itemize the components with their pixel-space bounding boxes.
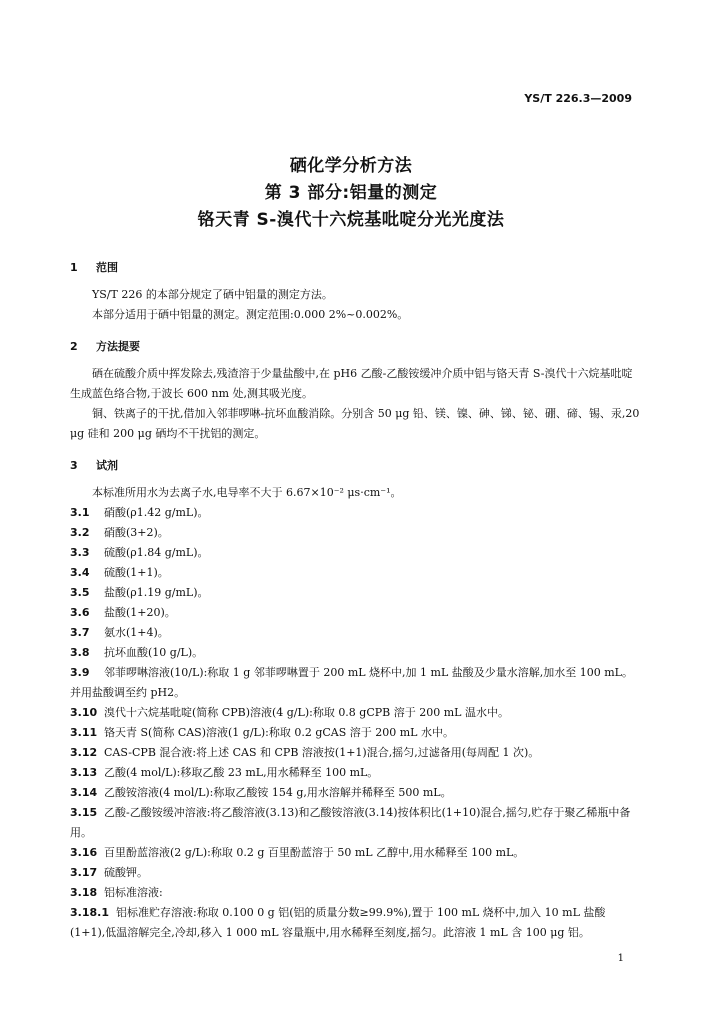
document-body: [70, 258, 640, 943]
item-text: 硝酸(ρ1.42 g/mL)。: [104, 506, 209, 519]
reagent-item: [70, 703, 640, 723]
reagent-item: [70, 643, 640, 663]
item-number: 3.13: [70, 766, 98, 779]
item-text: CAS-CPB 混合液:将上述 CAS 和 CPB 溶液按(1+1)混合,摇匀,过滤备用(每周配 1 次)。: [104, 746, 540, 759]
item-number: 3.10: [70, 706, 98, 719]
item-text: 盐酸(1+20)。: [104, 606, 176, 619]
standard-code: YS/T 226.3—2009: [524, 92, 632, 105]
reagent-item: [70, 843, 640, 863]
paragraph: YS/T 226 的本部分规定了硒中铝量的测定方法。: [92, 288, 333, 301]
item-text: 抗坏血酸(10 g/L)。: [104, 646, 204, 659]
item-number: 3.12: [70, 746, 98, 759]
reagent-item: [70, 583, 640, 603]
item-number: 3.2: [70, 526, 90, 539]
item-text: 硫酸钾。: [104, 866, 148, 879]
paragraph: 铜、铁离子的干扰,借加入邻菲啰啉-抗坏血酸消除。分别含 50 μg 铅、镁、镍、砷、锑、铋、硼、碲、锡、汞,20 μg 硅和 200 μg 硒均不干扰铝的测定。: [70, 407, 640, 440]
item-text: 硫酸(ρ1.84 g/mL)。: [104, 546, 209, 559]
item-number: 3.1: [70, 506, 90, 519]
section-title: 方法提要: [96, 340, 140, 353]
reagent-item: [70, 883, 640, 903]
item-text: 铝标准溶液:: [104, 886, 163, 899]
reagent-subitem: [70, 903, 640, 943]
reagent-item: [70, 783, 640, 803]
reagent-item: [70, 863, 640, 883]
section-number: 2: [70, 340, 78, 353]
section-heading-scope: [70, 258, 640, 278]
item-number: 3.18.1: [70, 906, 109, 919]
document-title: [0, 153, 702, 234]
reagent-item: [70, 803, 640, 843]
paragraph: 本标准所用水为去离子水,电导率不大于 6.67×10⁻² μs·cm⁻¹。: [92, 486, 402, 499]
reagent-item: [70, 623, 640, 643]
item-number: 3.18: [70, 886, 98, 899]
item-number: 3.17: [70, 866, 98, 879]
item-number: 3.6: [70, 606, 90, 619]
item-number: 3.8: [70, 646, 90, 659]
item-text: 乙酸铵溶液(4 mol/L):称取乙酸铵 154 g,用水溶解并稀释至 500 mL。: [104, 786, 452, 799]
section-title: 试剂: [96, 459, 118, 472]
page-number: 1: [617, 953, 624, 964]
section-number: 1: [70, 261, 78, 274]
item-number: 3.3: [70, 546, 90, 559]
item-text: 乙酸-乙酸铵缓冲溶液:将乙酸溶液(3.13)和乙酸铵溶液(3.14)按体积比(1+10)混合,摇匀,贮存于聚乙稀瓶中备用。: [70, 806, 631, 839]
item-text: 邻菲啰啉溶液(10/L):称取 1 g 邻菲啰啉置于 200 mL 烧杯中,加 1 mL 盐酸及少量水溶解,加水至 100 mL。并用盐酸调至约 pH2。: [70, 666, 633, 699]
paragraph: 本部分适用于硒中铝量的测定。测定范围:0.000 2%~0.002%。: [92, 308, 409, 321]
reagent-item: [70, 723, 640, 743]
item-text: 百里酚蓝溶液(2 g/L):称取 0.2 g 百里酚蓝溶于 50 mL 乙醇中,用水稀释至 100 mL。: [104, 846, 525, 859]
item-text: 铝标准贮存溶液:称取 0.100 0 g 铝(铝的质量分数≥99.9%),置于 100 mL 烧杯中,加入 10 mL 盐酸(1+1),低温溶解完全,冷却,移入 1 000 mL 容量瓶中,用水稀释至刻度,摇匀。此溶液 1 mL 含 100 μg 铝。: [70, 906, 606, 939]
section-title: 范围: [96, 261, 118, 274]
item-number: 3.7: [70, 626, 90, 639]
reagent-item: [70, 603, 640, 623]
reagent-item: [70, 503, 640, 523]
section-heading-reagents: [70, 456, 640, 476]
item-text: 铬天青 S(简称 CAS)溶液(1 g/L):称取 0.2 gCAS 溶于 200 mL 水中。: [104, 726, 454, 739]
item-text: 氨水(1+4)。: [104, 626, 169, 639]
item-number: 3.4: [70, 566, 90, 579]
item-number: 3.16: [70, 846, 98, 859]
title-line-1: 硒化学分析方法: [289, 156, 413, 176]
title-line-3: 铬天青 S-溴代十六烷基吡啶分光光度法: [197, 210, 505, 230]
item-text: 盐酸(ρ1.19 g/mL)。: [104, 586, 209, 599]
reagent-item: [70, 743, 640, 763]
reagent-item: [70, 543, 640, 563]
item-number: 3.9: [70, 666, 90, 679]
title-line-2: 第 3 部分:铝量的测定: [264, 183, 438, 203]
item-number: 3.15: [70, 806, 98, 819]
item-text: 硝酸(3+2)。: [104, 526, 169, 539]
paragraph: 硒在硫酸介质中挥发除去,残渣溶于少量盐酸中,在 pH6 乙酸-乙酸铵缓冲介质中铝与铬天青 S-溴代十六烷基吡啶生成蓝色络合物,于波长 600 nm 处,测其吸光度。: [70, 367, 633, 400]
item-number: 3.5: [70, 586, 90, 599]
item-number: 3.11: [70, 726, 98, 739]
item-number: 3.14: [70, 786, 98, 799]
reagent-item: [70, 763, 640, 783]
section-number: 3: [70, 459, 78, 472]
item-text: 乙酸(4 mol/L):移取乙酸 23 mL,用水稀释至 100 mL。: [104, 766, 379, 779]
item-text: 溴代十六烷基吡啶(简称 CPB)溶液(4 g/L):称取 0.8 gCPB 溶于 200 mL 温水中。: [104, 706, 509, 719]
section-heading-principle: [70, 337, 640, 357]
reagent-item: [70, 523, 640, 543]
reagent-item: [70, 563, 640, 583]
reagent-item: [70, 663, 640, 703]
item-text: 硫酸(1+1)。: [104, 566, 169, 579]
